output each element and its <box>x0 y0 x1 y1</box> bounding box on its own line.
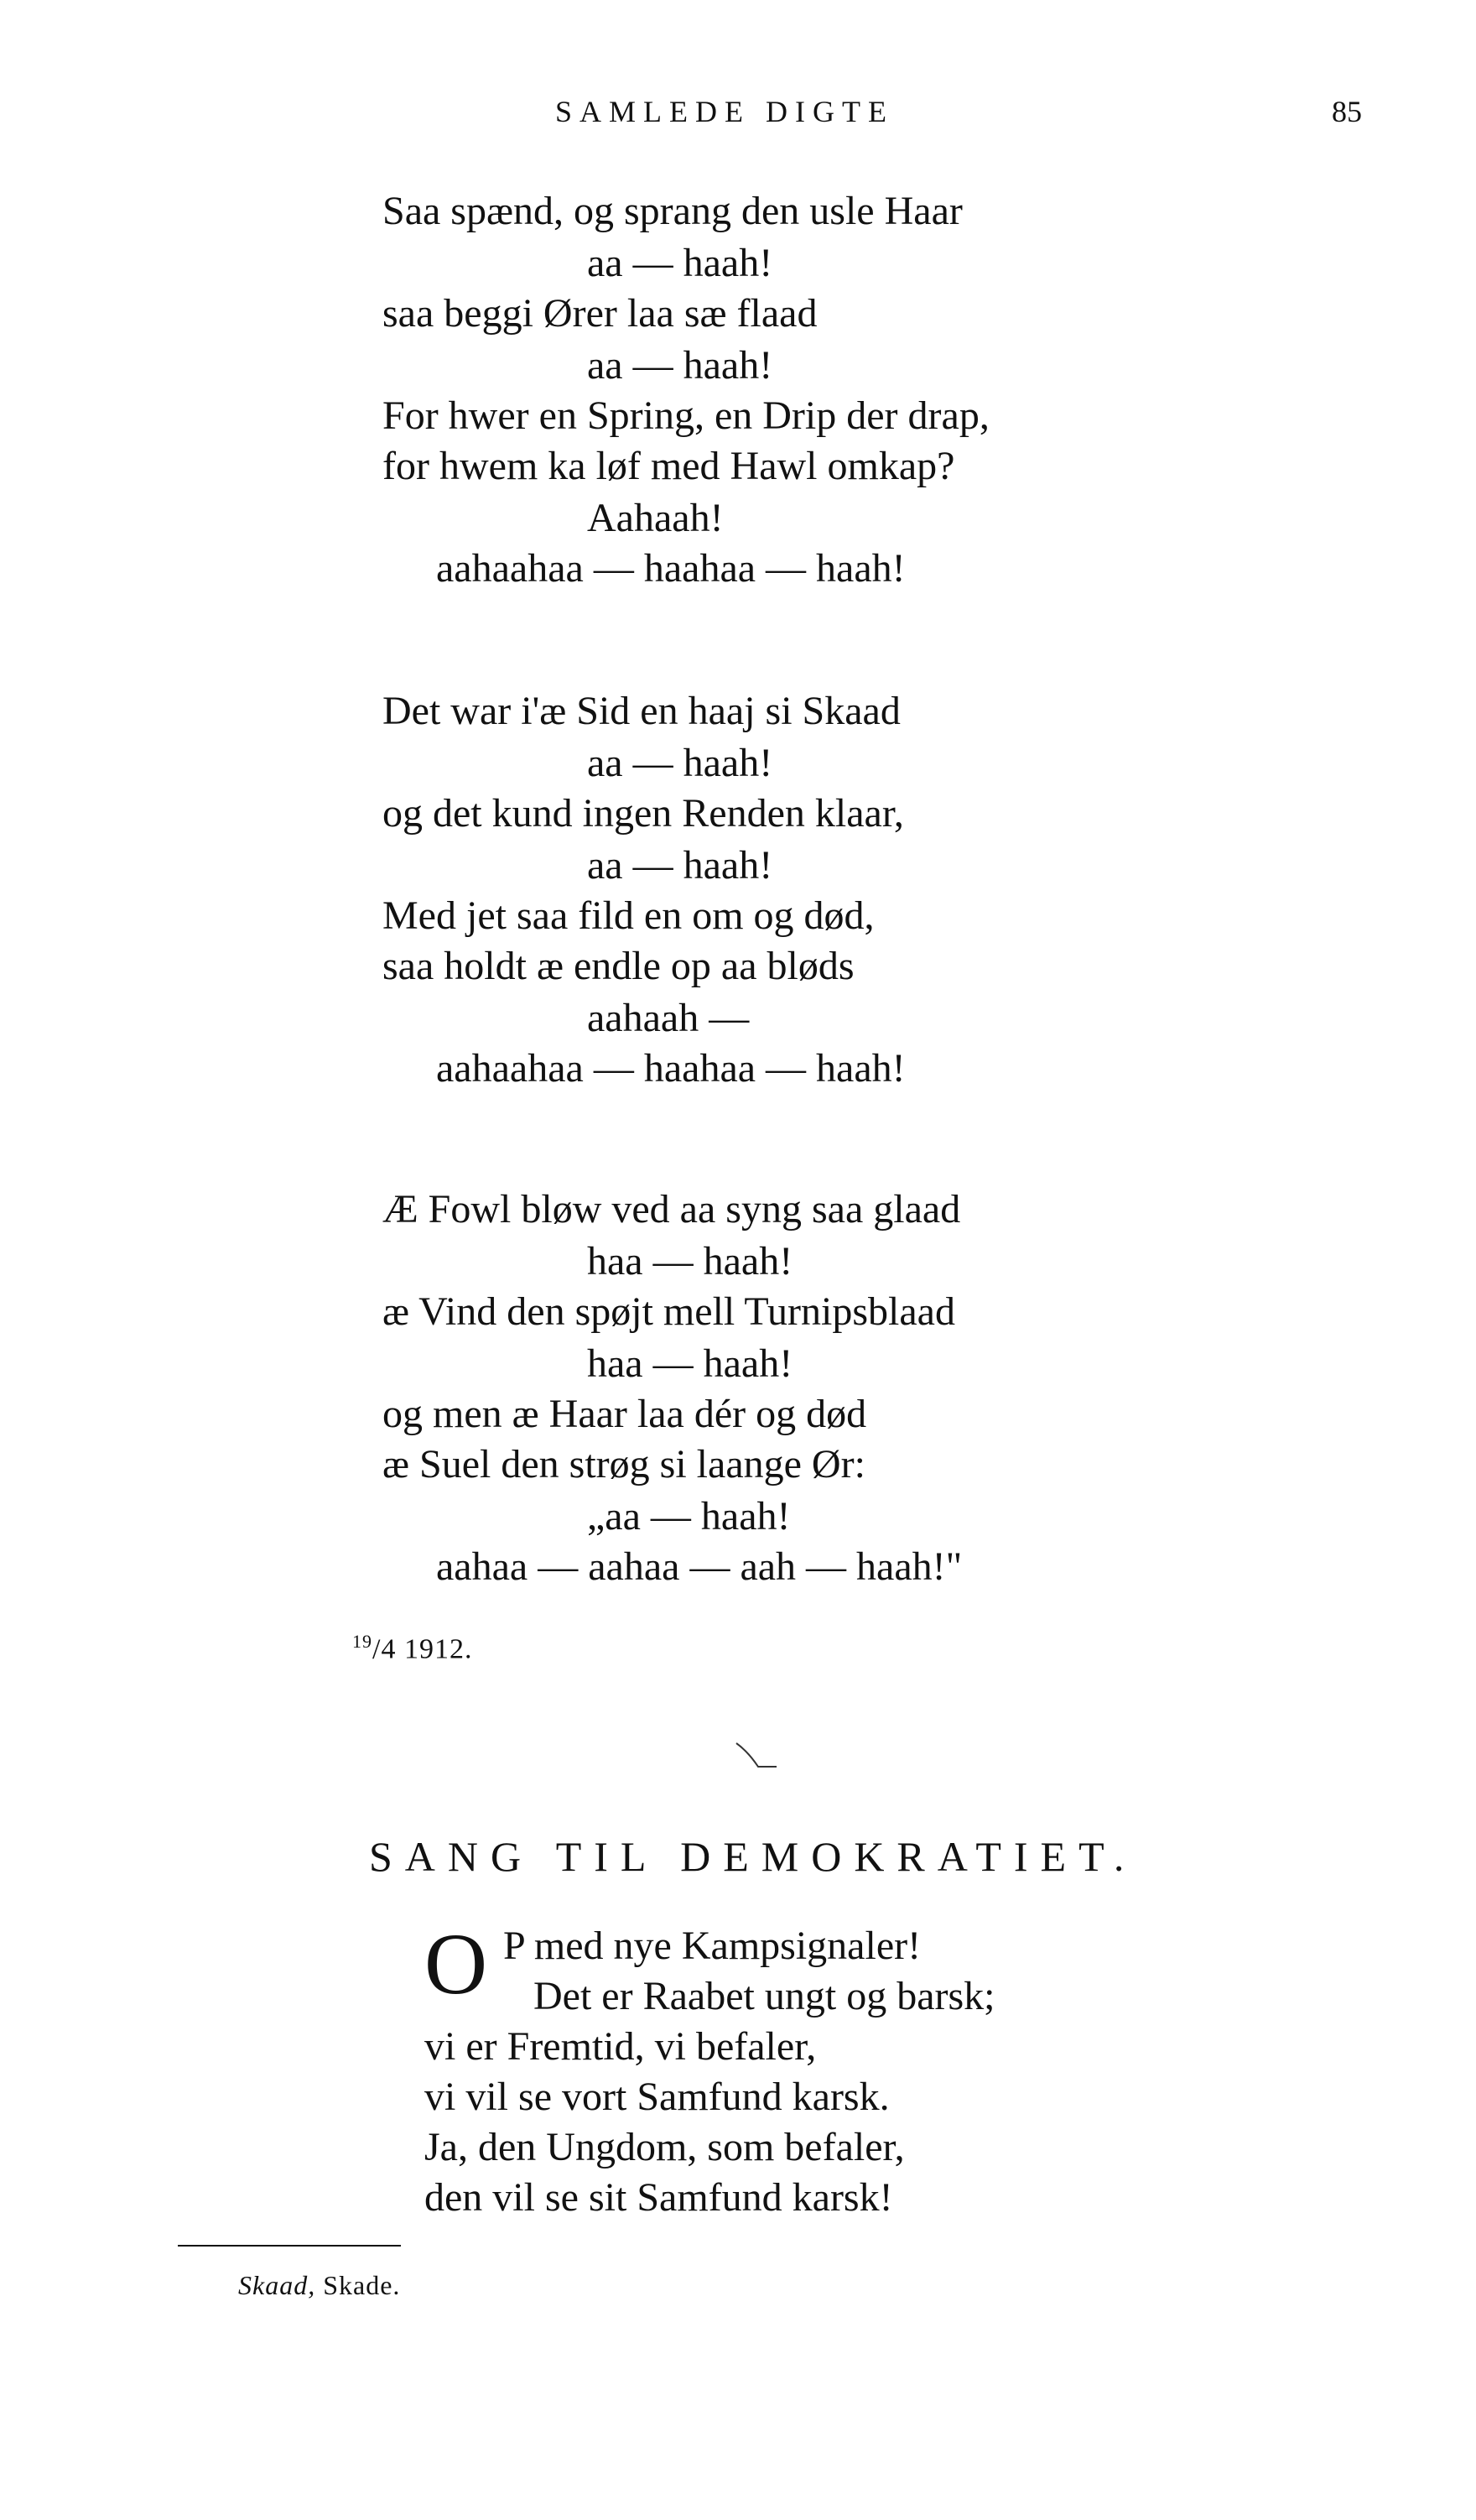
verse-line: Ja, den Ungdom, som befaler, <box>424 2125 905 2169</box>
verse-line: for hwem ka løf med Hawl omkap? <box>382 444 955 488</box>
refrain-line: „aa — haah! <box>587 1494 791 1539</box>
running-title: SAMLEDE DIGTE <box>555 95 894 128</box>
verse-line: P med nye Kampsignaler! <box>503 1924 922 1968</box>
drop-cap: O <box>424 1916 488 2012</box>
verse-line: saa holdt æ endle op aa bløds <box>382 944 855 988</box>
verse-line: Det er Raabet ungt og barsk; <box>533 1974 995 2018</box>
refrain-line: Aahaah! <box>587 496 724 540</box>
refrain-line: haa — haah! <box>587 1341 793 1386</box>
footnote-definition: Skade. <box>323 2270 401 2300</box>
refrain-line: aa — haah! <box>587 843 773 888</box>
section-divider-mark <box>735 1740 780 1773</box>
verse-line: og det kund ingen Renden klaar, <box>382 791 904 836</box>
refrain-line: aahaahaa — haahaa — haah! <box>436 546 906 591</box>
poem-title: SANG TIL DEMOKRATIET. <box>369 1833 1137 1880</box>
poem-date <box>352 1631 472 1665</box>
footnote <box>238 2270 400 2301</box>
verse-line: æ Vind den spøjt mell Turnipsblaad <box>382 1289 955 1334</box>
verse-line: For hwer en Spring, en Drip der drap, <box>382 393 990 438</box>
verse-line: og men æ Haar laa dér og død <box>382 1392 867 1436</box>
verse-line: saa beggi Ører laa sæ flaad <box>382 291 818 336</box>
refrain-line: aahaah — <box>587 996 750 1040</box>
refrain-line: aahaahaa — haahaa — haah! <box>436 1046 906 1091</box>
verse-line: Æ Fowl bløw ved aa syng saa glaad <box>382 1187 961 1231</box>
refrain-line: aa — haah! <box>587 241 773 285</box>
date-rest: /4 1912. <box>372 1633 473 1665</box>
verse-line: den vil se sit Samfund karsk! <box>424 2175 893 2220</box>
refrain-line: aa — haah! <box>587 741 773 785</box>
date-day: 19 <box>352 1631 372 1652</box>
refrain-line: aahaa — aahaa — aah — haah!" <box>436 1544 963 1589</box>
verse-line: Det war i'æ Sid en haaj si Skaad <box>382 689 901 733</box>
verse-line: æ Suel den strøg si laange Ør: <box>382 1442 865 1486</box>
footnote-term: Skaad, <box>238 2270 316 2300</box>
refrain-line: haa — haah! <box>587 1239 793 1283</box>
footnote-rule <box>178 2245 401 2247</box>
verse-line: vi vil se vort Samfund karsk. <box>424 2075 890 2119</box>
page-number: 85 <box>1332 95 1362 128</box>
refrain-line: aa — haah! <box>587 343 773 388</box>
verse-line: Saa spænd, og sprang den usle Haar <box>382 189 963 233</box>
verse-line: vi er Fremtid, vi befaler, <box>424 2024 817 2069</box>
verse-line: Med jet saa fild en om og død, <box>382 893 875 938</box>
